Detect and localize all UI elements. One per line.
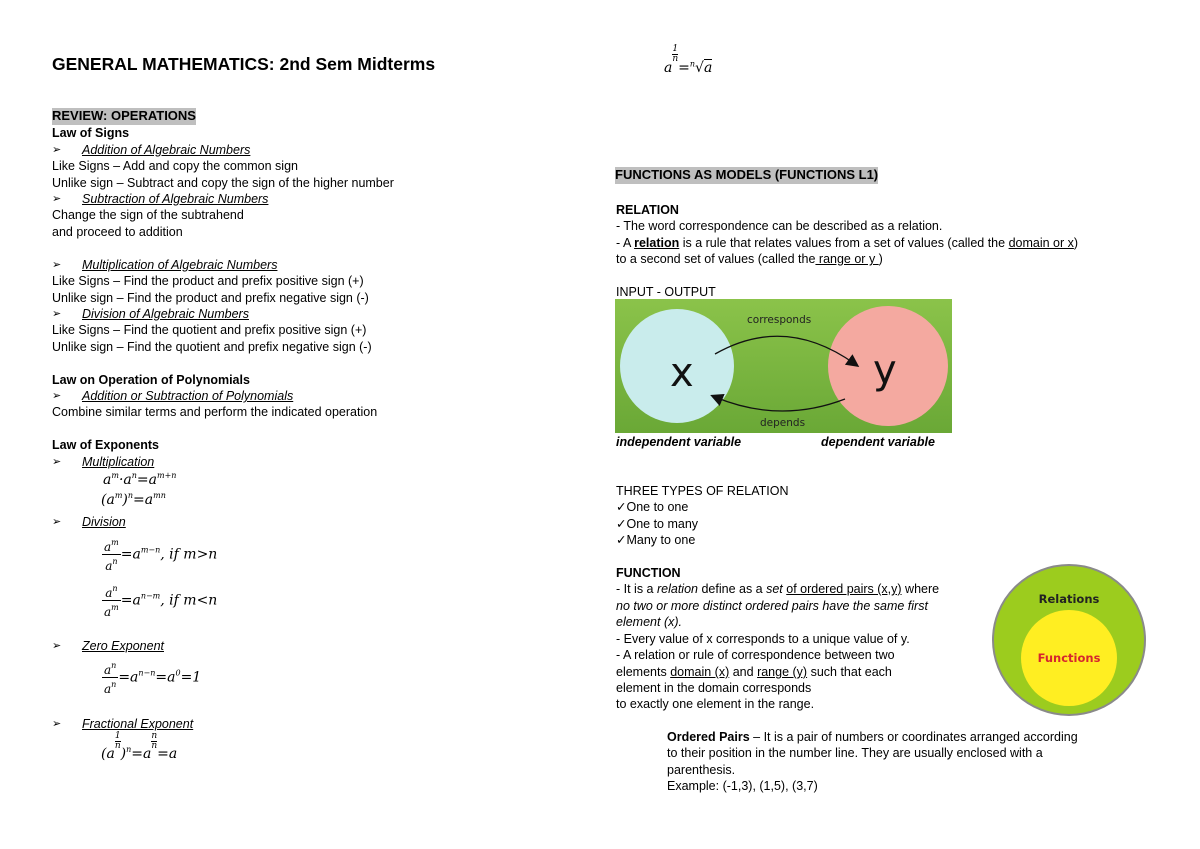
ordered-pairs-line1: Ordered Pairs – It is a pair of numbers or coordinates arranged according — [667, 730, 1078, 744]
arrow-bullet-icon: ➢ — [52, 516, 62, 528]
formula-product-rule: $a^m\cdot a^n=a^{m+n}$ — [103, 471, 177, 488]
exp-div-title: Division — [82, 515, 126, 529]
relation-line2: - A relation is a rule that relates values from a set of values (called the domain or x) — [616, 236, 1079, 250]
add-like: Like Signs – Add and copy the common sign — [52, 159, 298, 173]
arrow-bullet-icon: ➢ — [52, 259, 62, 271]
function-line1: - It is a relation define as a set of ordered pairs (x,y) where — [616, 582, 940, 596]
mul-title: Multiplication of Algebraic Numbers — [82, 258, 278, 272]
relation-diagram — [615, 299, 952, 433]
poly-text: Combine similar terms and perform the indicated operation — [52, 405, 378, 419]
check-icon: ✓ — [616, 500, 627, 514]
mul-like: Like Signs – Find the product and prefix positive sign (+) — [52, 274, 364, 288]
ordered-pairs-line3: parenthesis. — [667, 763, 736, 777]
function-line5: - A relation or rule of correspondence between two — [616, 648, 895, 662]
function-line6: elements domain (x) and range (y) such that each — [616, 665, 892, 679]
page-title: GENERAL MATHEMATICS: 2nd Sem Midterms — [52, 54, 436, 74]
add-item — [52, 142, 352, 158]
function-line7: element in the domain corresponds — [616, 681, 812, 695]
poly-heading: Law on Operation of Polynomials — [52, 373, 250, 387]
y-label: y — [873, 347, 897, 393]
add-title: Addition of Algebraic Numbers — [82, 143, 251, 157]
corresponds-label: corresponds — [747, 314, 812, 326]
check-icon: ✓ — [616, 533, 627, 547]
arrow-bullet-icon: ➢ — [52, 144, 62, 156]
formula-zero-exponent: $\frac{a^n}{a^n}$ $=a^{n-n}=a^0=1$ — [104, 661, 202, 696]
ordered-pairs-example: Example: (-1,3), (1,5), (3,7) — [667, 779, 818, 793]
function-line3: element (x). — [616, 615, 682, 629]
exp-div-item — [52, 514, 352, 530]
relations-functions-venn — [990, 562, 1148, 718]
arrow-bullet-icon: ➢ — [52, 193, 62, 205]
functions-heading: FUNCTIONS AS MODELS (FUNCTIONS L1) — [615, 167, 879, 182]
three-types-heading: THREE TYPES OF RELATION — [616, 484, 789, 498]
review-heading: REVIEW: OPERATIONS — [52, 108, 196, 123]
exp-frac-title: Fractional Exponent — [82, 717, 194, 731]
arrow-bullet-icon: ➢ — [52, 640, 62, 652]
div-item — [52, 306, 352, 322]
nth-root-formula: a $\frac{1}{n}$ =$^n$√a — [664, 44, 713, 76]
type-item: ✓One to one — [616, 500, 689, 514]
independent-variable-label: independent variable — [616, 435, 742, 449]
formula-fractional-exponent: (a $\frac{1}{n}$ )$^n$=a $\frac{n}{n}$ =a — [101, 731, 178, 762]
relation-heading: RELATION — [616, 203, 679, 217]
arrow-bullet-icon: ➢ — [52, 390, 62, 402]
sub-title: Subtraction of Algebraic Numbers — [82, 192, 269, 206]
law-of-signs-heading: Law of Signs — [52, 126, 130, 140]
check-icon: ✓ — [616, 517, 627, 531]
function-line8: to exactly one element in the range. — [616, 697, 815, 711]
dependent-variable-label: dependent variable — [821, 435, 935, 449]
sub-line2: and proceed to addition — [52, 225, 183, 239]
add-unlike: Unlike sign – Subtract and copy the sign of the higher number — [52, 176, 394, 190]
x-label: x — [670, 350, 694, 396]
ordered-pairs-line2: to their position in the number line. They are usually enclosed with a — [667, 746, 1043, 760]
div-title: Division of Algebraic Numbers — [82, 307, 249, 321]
formula-quotient-1: $\frac{a^m}{a^n}$ $=a^{m-n}$, if m>n — [104, 538, 218, 573]
type-item: ✓Many to one — [616, 533, 696, 547]
sub-line1: Change the sign of the subtrahend — [52, 208, 244, 222]
exp-zero-title: Zero Exponent — [82, 639, 164, 653]
function-heading: FUNCTION — [616, 566, 681, 580]
poly-sub: Addition or Subtraction of Polynomials — [82, 389, 294, 403]
poly-item — [52, 388, 352, 404]
arrow-bullet-icon: ➢ — [52, 308, 62, 320]
formula-power-rule: $(a^m)^n=a^{mn}$ — [101, 491, 166, 508]
mul-item — [52, 257, 352, 273]
input-output-label: INPUT - OUTPUT — [616, 285, 716, 299]
exp-mult-item — [52, 454, 352, 470]
arrow-bullet-icon: ➢ — [52, 456, 62, 468]
arrow-bullet-icon: ➢ — [52, 718, 62, 730]
exp-zero-item — [52, 638, 352, 654]
div-like: Like Signs – Find the quotient and prefix positive sign (+) — [52, 323, 367, 337]
type-item: ✓One to many — [616, 517, 699, 531]
formula-quotient-2: $\frac{a^n}{a^m}$ $=a^{n-m}$, if m<n — [104, 584, 218, 619]
depends-label: depends — [760, 417, 806, 429]
function-line2: no two or more distinct ordered pairs have the same first — [616, 599, 928, 613]
div-unlike: Unlike sign – Find the quotient and prefix negative sign (-) — [52, 340, 372, 354]
functions-label: Functions — [1037, 651, 1101, 665]
relation-line1: - The word correspondence can be described as a relation. — [616, 219, 943, 233]
relation-line3: to a second set of values (called the range or y ) — [616, 252, 883, 266]
exp-mult-title: Multiplication — [82, 455, 155, 469]
exp-heading: Law of Exponents — [52, 438, 159, 452]
function-line4: - Every value of x corresponds to a unique value of y. — [616, 632, 910, 646]
mul-unlike: Unlike sign – Find the product and prefix negative sign (-) — [52, 291, 369, 305]
sub-item — [52, 191, 352, 207]
exp-frac-item — [52, 716, 352, 732]
relations-label: Relations — [1038, 592, 1100, 606]
